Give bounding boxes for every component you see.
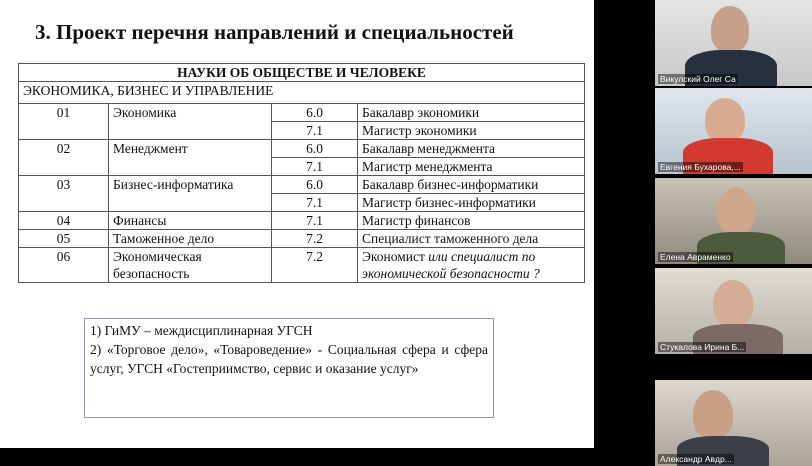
specialties-table: [18, 63, 585, 283]
slide-title: 3. Проект перечня направлений и специальностей: [35, 20, 514, 44]
table-group-title: ЭКОНОМИКА, БИЗНЕС И УПРАВЛЕНИЕ: [19, 82, 585, 104]
participant-name: Стукалова Ирина Б...: [660, 342, 745, 352]
participant-name: Александр Авдр...: [660, 454, 732, 464]
participant-tile[interactable]: [655, 0, 812, 86]
participant-face: [711, 6, 749, 52]
table-header: НАУКИ ОБ ОБЩЕСТВЕ И ЧЕЛОВЕКЕ: [19, 64, 585, 82]
participant-name: Елена Авраменко: [660, 252, 731, 262]
participant-face: [713, 280, 753, 326]
participant-face: [705, 98, 745, 142]
table-row: 01 Экономика 6.0 Бакалавр экономики: [19, 104, 585, 122]
participants-panel: [655, 0, 812, 466]
table-row: 03 Бизнес-информатика 6.0 Бакалавр бизнес-информатики: [19, 176, 585, 194]
note-line-1: 1) ГиМУ – междисциплинарная УГСН: [90, 323, 313, 338]
table-row: 7.1 Магистр экономики: [19, 122, 585, 140]
table-row: 06 Экономическая безопасность 7.2 Экономист или специалист по экономической безопасности ?: [19, 248, 585, 283]
participant-tile[interactable]: [655, 88, 812, 174]
table-row: 7.1 Магистр бизнес-информатики: [19, 194, 585, 212]
participant-face: [693, 390, 733, 438]
note-box: [84, 318, 494, 418]
participant-tile[interactable]: [655, 380, 812, 466]
participant-name: Викулский Олег Са: [660, 74, 736, 84]
note-line-2: 2) «Торговое дело», «Товароведение» - Социальная сфера и сфера услуг, УГСН «Гостеприимство, сервис и оказание услуг»: [90, 342, 488, 376]
participant-name: Евгения Бухарова,...: [660, 162, 741, 172]
table-row: 05 Таможенное дело 7.2 Специалист таможенного дела: [19, 230, 585, 248]
participant-face: [717, 188, 755, 234]
participant-tile[interactable]: [655, 268, 812, 354]
table-row: 7.1 Магистр менеджмента: [19, 158, 585, 176]
table-row: 02 Менеджмент 6.0 Бакалавр менеджмента: [19, 140, 585, 158]
participant-tile[interactable]: [655, 178, 812, 264]
table-row: 04 Финансы 7.1 Магистр финансов: [19, 212, 585, 230]
